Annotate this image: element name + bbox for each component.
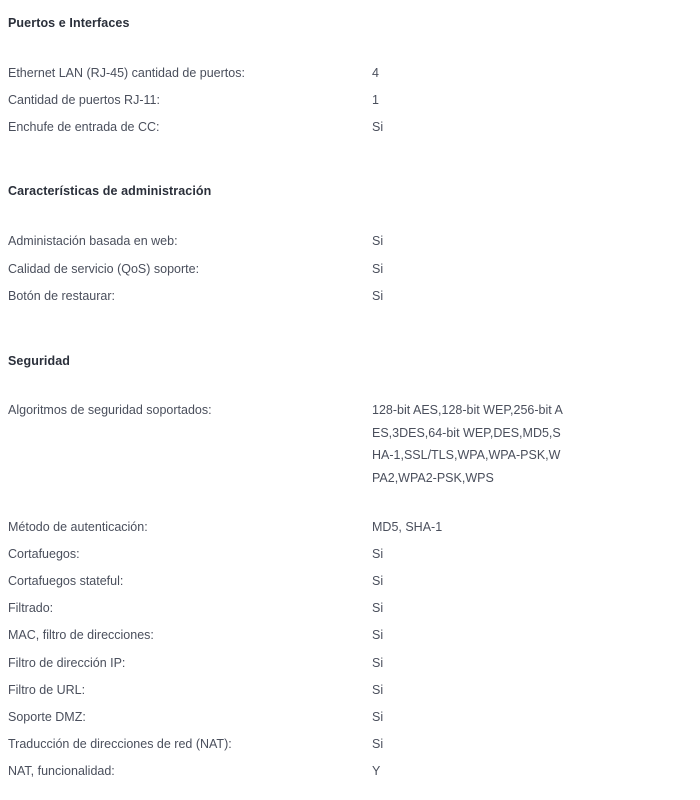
spec-label: Ethernet LAN (RJ-45) cantidad de puertos: [8, 66, 245, 80]
spec-value: Si [372, 120, 384, 134]
section-title-ports: Puertos e Interfaces [8, 16, 130, 30]
spec-value: Si [372, 234, 384, 248]
section-title-management: Características de administración [8, 184, 212, 198]
spec-row-lan-ports [8, 62, 568, 85]
spec-row-reset-button [8, 285, 568, 308]
spec-value: Si [372, 656, 384, 670]
spec-label: NAT, funcionalidad: [8, 764, 115, 778]
spec-value: Si [372, 574, 384, 588]
spec-label: Filtro de dirección IP: [8, 656, 126, 670]
spec-label: Botón de restaurar: [8, 289, 116, 303]
spec-row-ip-filter [8, 652, 568, 675]
spec-value: Si [372, 289, 384, 303]
spec-label: Cortafuegos: [8, 547, 80, 561]
spec-row-rj11-ports [8, 89, 568, 112]
spec-row-dc-input [8, 116, 568, 139]
spec-label: Enchufe de entrada de CC: [8, 120, 160, 134]
spec-label: Calidad de servicio (QoS) soporte: [8, 262, 200, 276]
spec-row-security-algorithms [8, 399, 568, 489]
spec-label: Filtro de URL: [8, 683, 86, 697]
spec-row-filtering [8, 597, 568, 620]
spec-label: MAC, filtro de direcciones: [8, 628, 154, 642]
spec-value: Si [372, 710, 384, 724]
spec-row-auth-method [8, 516, 568, 539]
spec-row-nat [8, 733, 568, 756]
spec-row-firewall [8, 543, 568, 566]
spec-row-mac-filter [8, 624, 568, 647]
spec-value: MD5, SHA-1 [372, 520, 443, 534]
spec-value: Y [372, 764, 381, 778]
spec-value: Si [372, 737, 384, 751]
spec-label: Algoritmos de seguridad soportados: [8, 403, 212, 417]
spec-value: Si [372, 601, 384, 615]
spec-row-url-filter [8, 679, 568, 702]
spec-label: Soporte DMZ: [8, 710, 86, 724]
spec-value: 1 [372, 93, 379, 107]
section-title-security: Seguridad [8, 354, 71, 368]
spec-value: Si [372, 262, 384, 276]
spec-value: Si [372, 683, 384, 697]
spec-value: Si [372, 547, 384, 561]
spec-label: Cortafuegos stateful: [8, 574, 124, 588]
spec-row-stateful-firewall [8, 570, 568, 593]
spec-value: 4 [372, 66, 379, 80]
spec-row-qos [8, 258, 568, 281]
spec-label: Filtrado: [8, 601, 54, 615]
spec-label: Cantidad de puertos RJ-11: [8, 93, 160, 107]
spec-label: Administación basada en web: [8, 234, 178, 248]
spec-row-dmz [8, 706, 568, 729]
spec-label: Traducción de direcciones de red (NAT): [8, 737, 232, 751]
spec-value: Si [372, 628, 384, 642]
spec-row-web-admin [8, 230, 568, 253]
spec-row-nat-functionality [8, 760, 568, 783]
spec-label: Método de autenticación: [8, 520, 148, 534]
spec-value: 128-bit AES,128-bit WEP,256-bit AES,3DES,64-bit WEP,DES,MD5,SHA-1,SSL/TLS,WPA,WPA-PSK,WPA2,WPA2-PSK,WPS [372, 403, 563, 485]
